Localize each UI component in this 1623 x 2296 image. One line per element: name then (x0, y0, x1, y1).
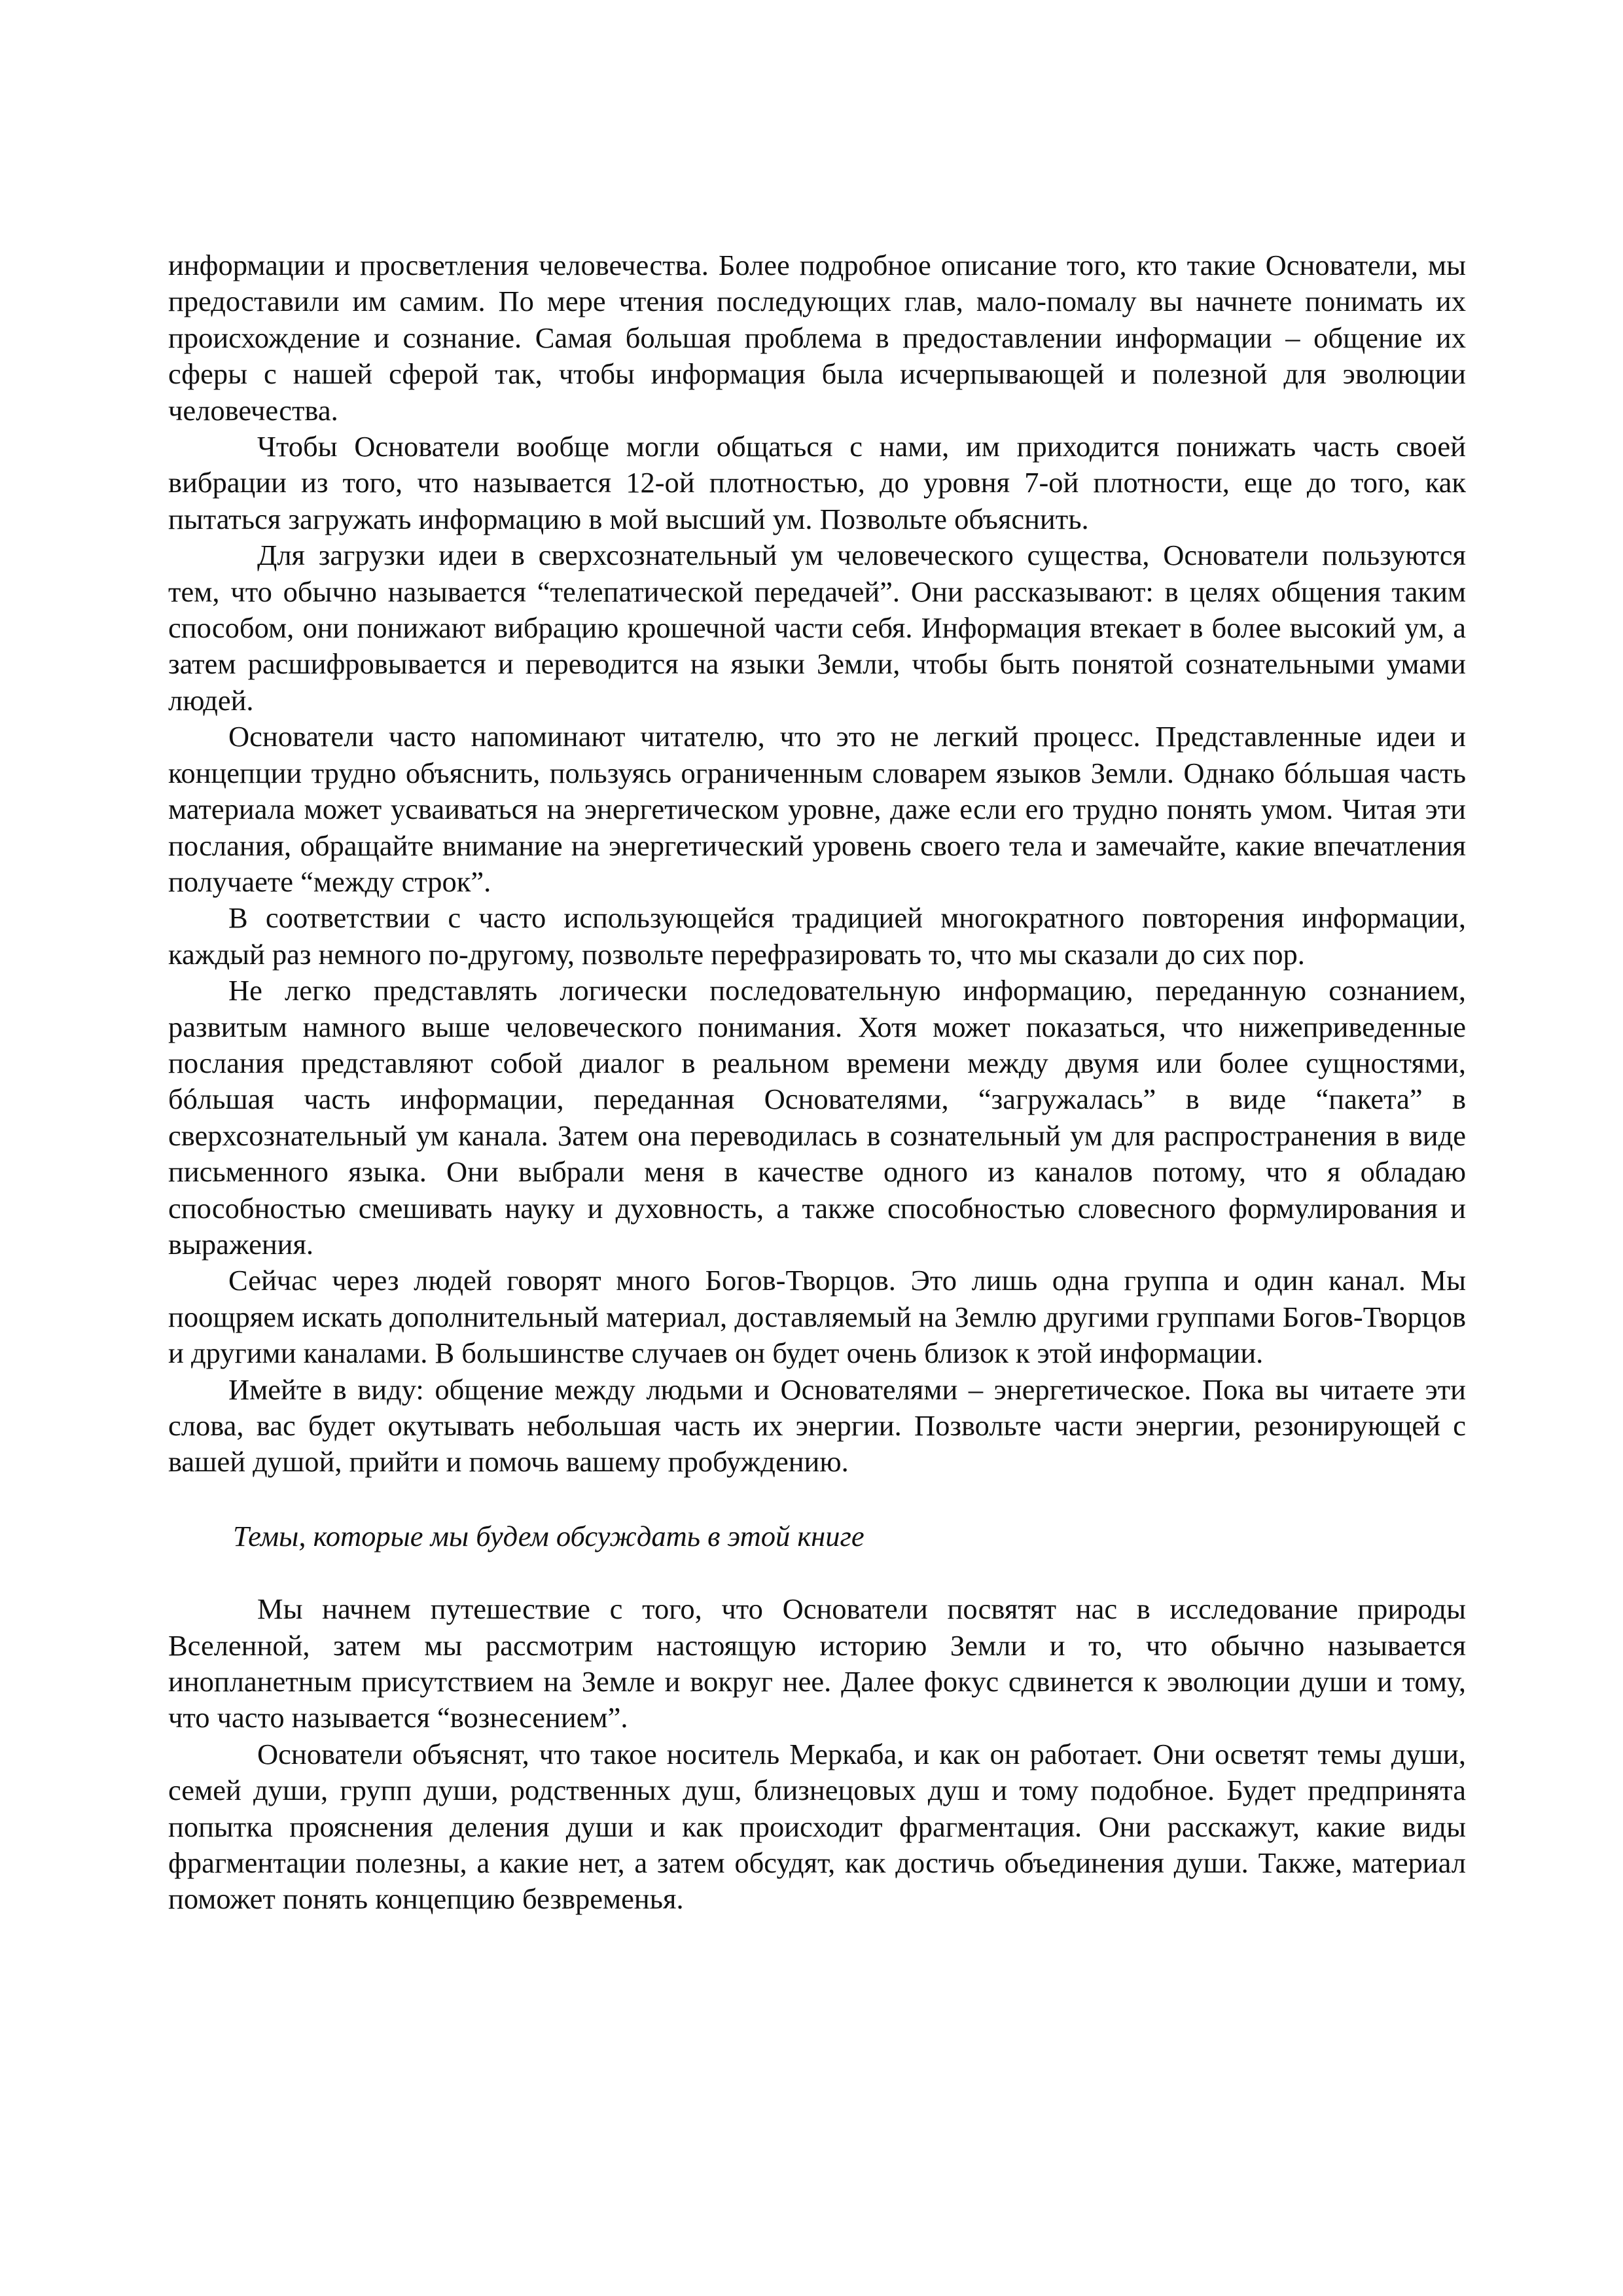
document-page (168, 247, 1466, 1918)
section-heading: Темы, которые мы будем обсуждать в этой книге (233, 1519, 865, 1552)
paragraph: Сейчас через людей говорят много Богов-Творцов. Это лишь одна группа и один канал. Мы поощряем искать дополнительный материал, доставляемый на Землю другими группами Богов-Творцов и другими каналами. В большинстве случаев он будет очень близок к этой информации. (168, 1264, 1466, 1370)
paragraph: Для загрузки идеи в сверхсознательный ум человеческого существа, Основатели пользуются тем, что обычно называется “телепатической передачей”. Они рассказывают: в целях общения таким способом, они понижают вибрацию крошечной части себя. Информация втекает в более высокий ум, а затем расшифровывается и переводится на языки Земли, чтобы быть понятой сознательными умами людей. (168, 539, 1466, 717)
paragraph: Не легко представлять логически последовательную информацию, переданную сознанием, развитым намного выше человеческого понимания. Хотя может показаться, что нижеприведенные послания представляют собой диалог в реальном времени между двумя или более сущностями, бóльшая часть информации, переданная Основателями, “загружалась” в виде “пакета” в сверхсознательный ум канала. Затем она переводилась в сознательный ум для распространения в виде письменного языка. Они выбрали меня в качестве одного из каналов потому, что я обладаю способностью смешивать науку и духовность, а также способностью словесного формулирования и выражения. (168, 974, 1466, 1261)
paragraph: Имейте в виду: общение между людьми и Основателями – энергетическое. Пока вы читаете эти слова, вас будет окутывать небольшая часть их энергии. Позвольте части энергии, резонирующей с вашей душой, прийти и помочь вашему пробуждению. (168, 1372, 1466, 1479)
paragraph: В соответствии с часто использующейся традицией многократного повторения информации, каждый раз немного по-другому, позвольте перефразировать то, что мы сказали до сих пор. (168, 901, 1466, 971)
paragraph: информации и просветления человечества. Более подробное описание того, кто такие Основатели, мы предоставили им самим. По мере чтения последующих глав, мало-помалу вы начнете понимать их происхождение и сознание. Самая большая проблема в предоставлении информации – общение их сферы с нашей сферой так, чтобы информация была исчерпывающей и полезной для эволюции человечества. (168, 249, 1466, 427)
paragraph: Мы начнем путешествие с того, что Основатели посвятят нас в исследование природы Вселенной, затем мы рассмотрим настоящую историю Земли и то, что обычно называется инопланетным присутствием на Земле и вокруг нее. Далее фокус сдвинется к эволюции души и тому, что часто называется “вознесением”. (168, 1592, 1466, 1734)
paragraph: Чтобы Основатели вообще могли общаться с нами, им приходится понижать часть своей вибрации из того, что называется 12-ой плотностью, до уровня 7-ой плотности, еще до того, как пытаться загружать информацию в мой высший ум. Позвольте объяснить. (168, 430, 1466, 535)
paragraph: Основатели часто напоминают читателю, что это не легкий процесс. Представленные идеи и концепции трудно объяснить, пользуясь ограниченным словарем языков Земли. Однако бóльшая часть материала может усваиваться на энергетическом уровне, даже если его трудно понять умом. Читая эти послания, обращайте внимание на энергетический уровень своего тела и замечайте, какие впечатления получаете “между строк”. (168, 720, 1466, 898)
paragraph: Основатели объяснят, что такое носитель Меркаба, и как он работает. Они осветят темы души, семей души, групп души, родственных душ, близнецовых душ и тому подобное. Будет предпринята попытка прояснения деления души и как происходит фрагментация. Они расскажут, какие виды фрагментации полезны, а какие нет, а затем обсудят, как достичь объединения души. Также, материал поможет понять концепцию безвременья. (168, 1737, 1466, 1916)
